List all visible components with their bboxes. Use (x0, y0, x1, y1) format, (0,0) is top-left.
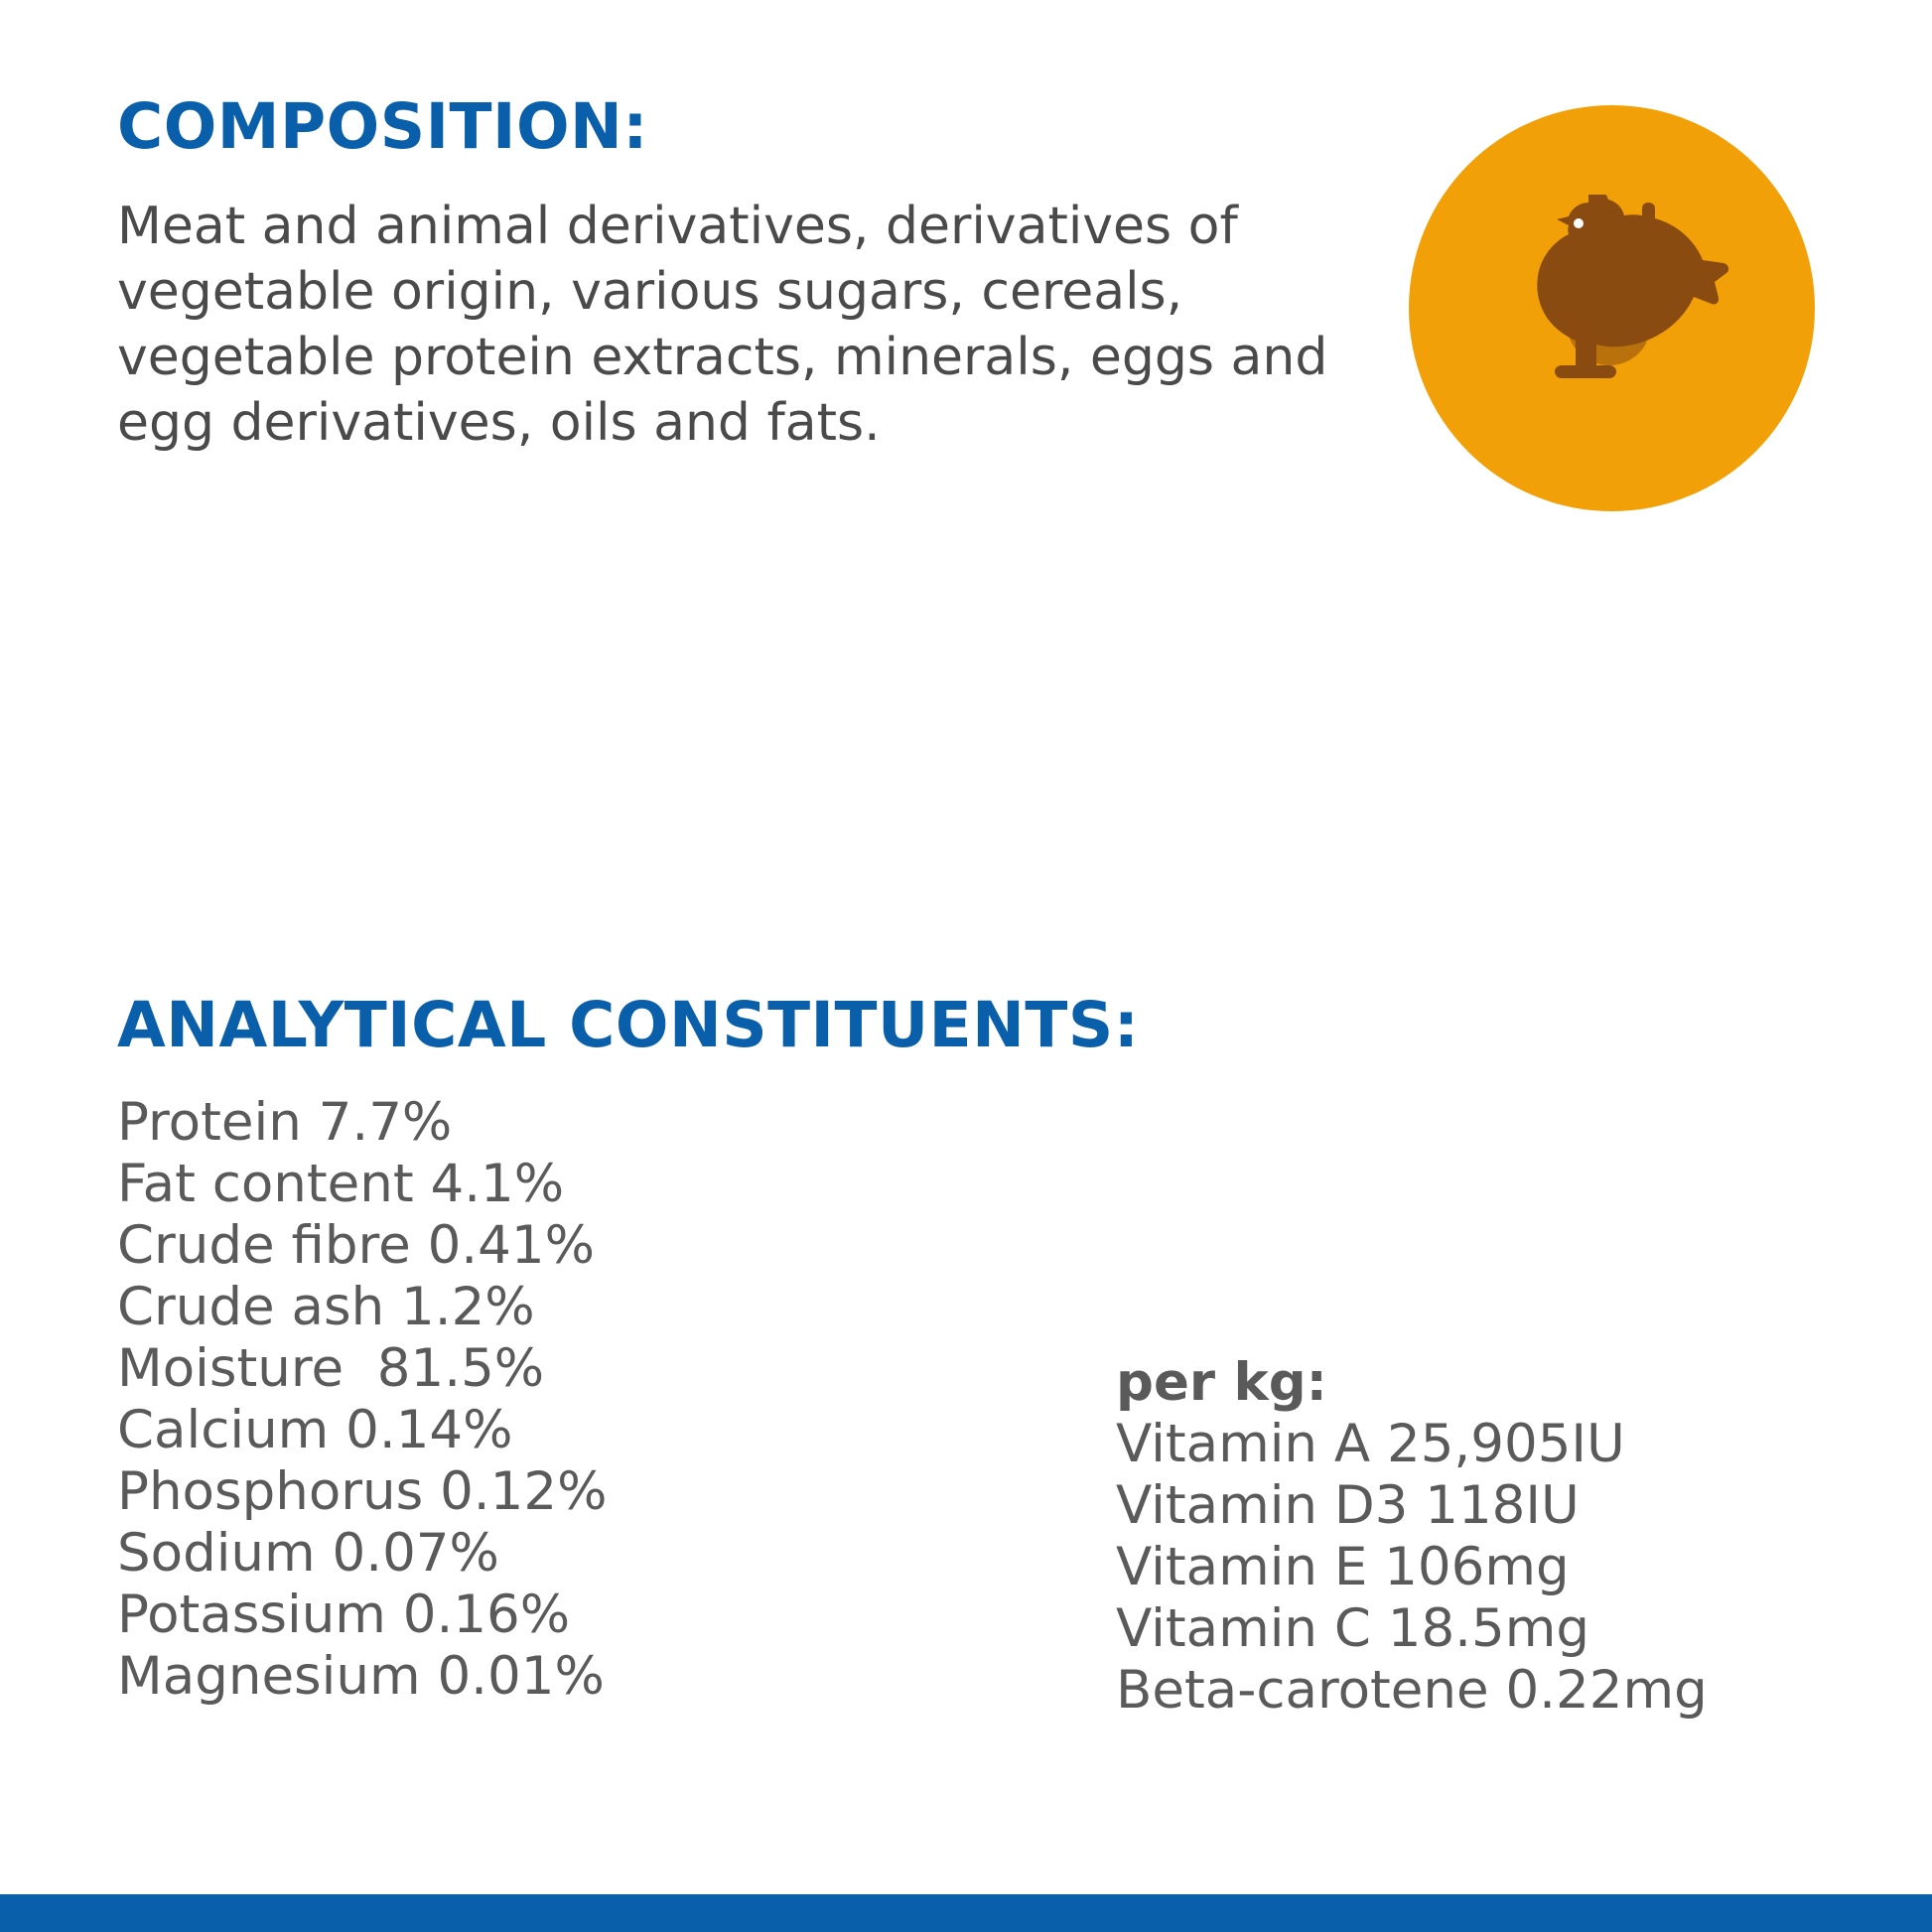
vitamin-line: Vitamin E 106mg (1116, 1537, 1570, 1598)
nutrient-line: Crude ash 1.2% (117, 1277, 535, 1338)
analytical-constituents-section (117, 989, 1825, 1722)
nutrient-line: Protein 7.7% (117, 1092, 453, 1154)
nutrient-line: Fat content 4.1% (117, 1154, 565, 1215)
vitamins-column (1116, 1352, 1890, 1722)
composition-heading: COMPOSITION: (117, 90, 648, 163)
vitamin-line: Vitamin D3 118IU (1116, 1475, 1580, 1537)
nutrient-line: Calcium 0.14% (117, 1400, 513, 1461)
analytical-heading: ANALYTICAL CONSTITUENTS: (117, 989, 1140, 1061)
vitamin-line: Vitamin A 25,905IU (1116, 1414, 1625, 1475)
nutrient-line: Sodium 0.07% (117, 1523, 499, 1585)
per-kg-label: per kg: (1116, 1352, 1327, 1414)
composition-section (117, 90, 1358, 456)
chicken-badge (1409, 105, 1815, 511)
nutrients-column (117, 1092, 1011, 1708)
nutrient-line: Magnesium 0.01% (117, 1646, 605, 1708)
nutrient-line: Phosphorus 0.12% (117, 1461, 608, 1523)
nutrient-line: Potassium 0.16% (117, 1585, 571, 1646)
nutrient-line: Moisture 81.5% (117, 1338, 545, 1400)
vitamin-line: Beta-carotene 0.22mg (1116, 1660, 1708, 1722)
composition-body: Meat and animal derivatives, derivatives of vegetable origin, various sugars, cereals, vegetable protein extracts, minerals, eggs and egg derivatives, oils and fats. (117, 197, 1328, 454)
bottom-accent-bar (0, 1894, 1932, 1932)
vitamin-line: Vitamin C 18.5mg (1116, 1598, 1589, 1660)
nutrient-line: Crude fibre 0.41% (117, 1215, 595, 1277)
